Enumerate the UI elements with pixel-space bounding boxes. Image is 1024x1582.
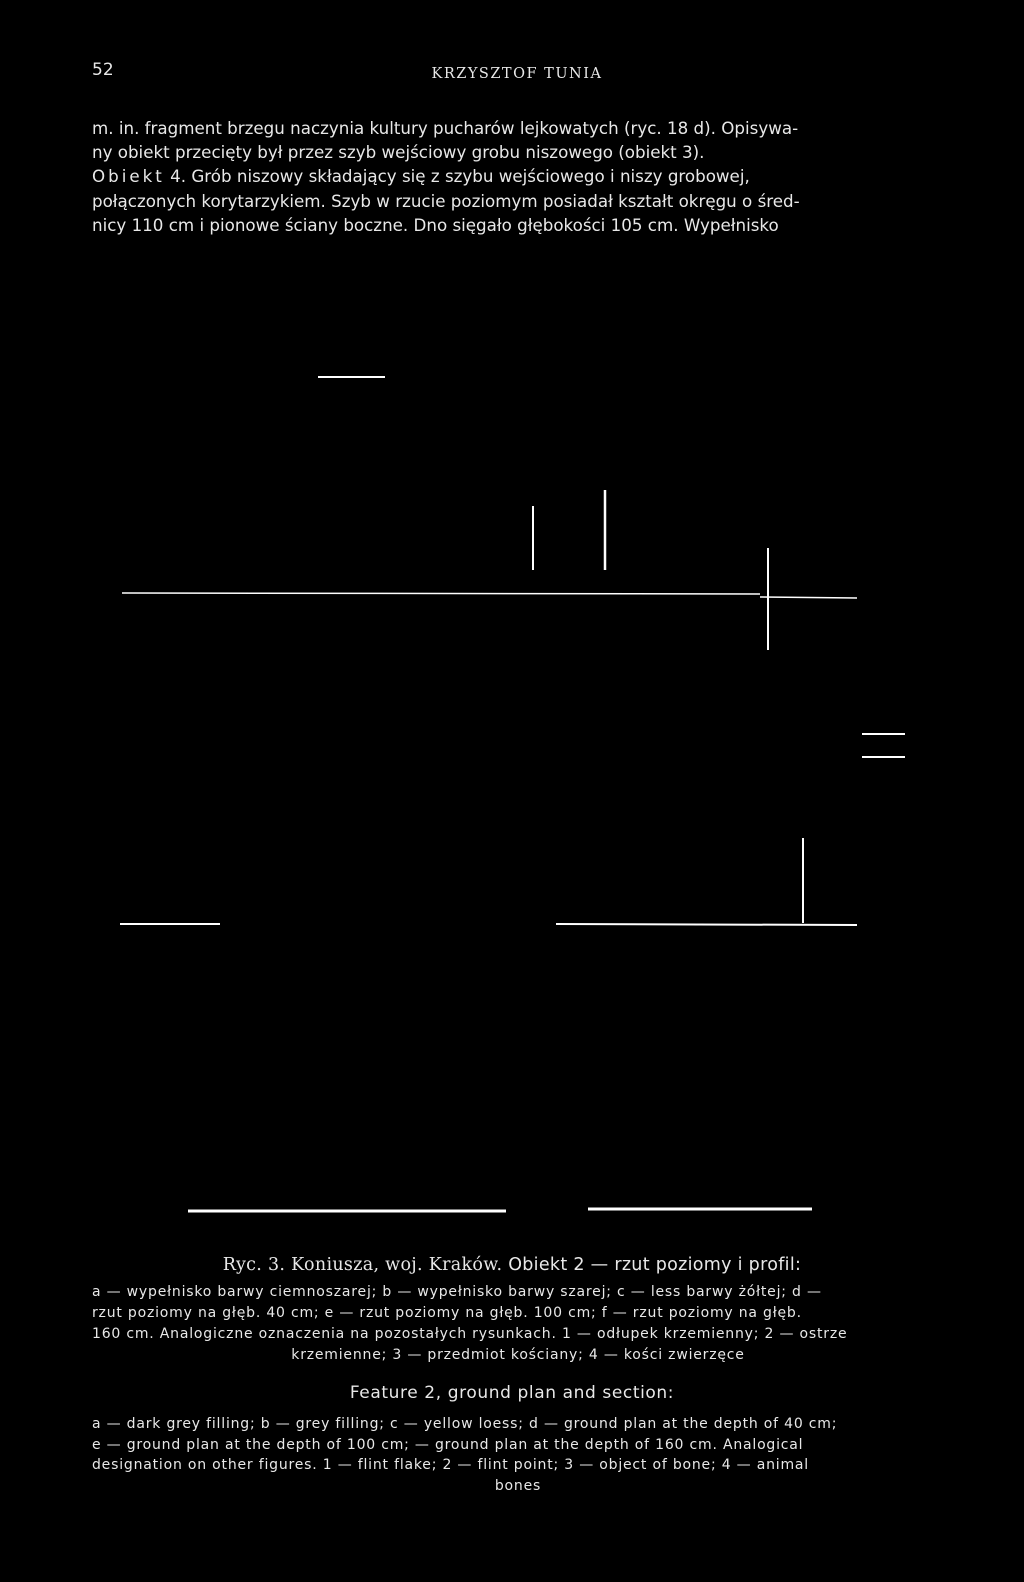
page-number: 52 bbox=[92, 60, 114, 80]
running-head: KRZYSZTOF TUNIA bbox=[431, 66, 603, 82]
figure-line-horizontal-upper bbox=[122, 593, 760, 594]
body-line-3-text: 4. Grób niszowy składający się z szybu wejściowego i niszy grobowej, bbox=[164, 166, 750, 187]
figure-caption-english-title: Feature 2, ground plan and section: bbox=[349, 1383, 675, 1403]
figure-caption-title bbox=[0, 1255, 1024, 1275]
figure-caption-label: Ryc. 3. Koniusza, woj. Kraków. bbox=[222, 1255, 503, 1275]
figure-line-horizontal-lower-right bbox=[556, 924, 857, 925]
body-line-2: ny obiekt przecięty był przez szyb wejściowy grobu niszowego (obiekt 3). bbox=[92, 142, 705, 163]
caption-en-line-4: bones bbox=[494, 1477, 542, 1494]
caption-en-line-2: e — ground plan at the depth of 100 cm; — ground plan at the depth of 160 cm. Analogical bbox=[92, 1436, 804, 1453]
body-line-4: połączonych korytarzykiem. Szyb w rzucie poziomym posiadał kształt okręgu o śred- bbox=[92, 190, 800, 211]
caption-pl-line-2: rzut poziomy na głęb. 40 cm; e — rzut poziomy na głęb. 100 cm; f — rzut poziomy na głęb. bbox=[92, 1305, 802, 1321]
feature-label: Obiekt bbox=[92, 166, 165, 187]
body-line-5: nicy 110 cm i pionowe ściany boczne. Dno sięgało głębokości 105 cm. Wypełnisko bbox=[92, 214, 779, 235]
caption-en-line-3: designation on other figures. 1 — flint flake; 2 — flint point; 3 — object of bone; 4 — animal bbox=[92, 1457, 809, 1473]
figure-line-horizontal-upper-right bbox=[760, 597, 857, 598]
caption-pl-line-4: krzemienne; 3 — przedmiot kościany; 4 — kości zwierzęce bbox=[291, 1347, 745, 1363]
figure-caption-english bbox=[92, 1414, 944, 1496]
figure-caption-polish bbox=[92, 1282, 944, 1366]
caption-en-line-1: a — dark grey filling; b — grey filling; c — yellow loess; d — ground plan at the depth of 40 cm; bbox=[92, 1416, 838, 1432]
caption-pl-line-1: a — wypełnisko barwy ciemnoszarej; b — wypełnisko barwy szarej; c — less barwy żółtej; d — bbox=[92, 1284, 822, 1300]
figure-caption-title-text: Obiekt 2 — rzut poziomy i profil: bbox=[502, 1255, 802, 1275]
body-line-1: m. in. fragment brzegu naczynia kultury pucharów lejkowatych (ryc. 18 d). Opisywa- bbox=[92, 118, 799, 138]
caption-pl-line-3: 160 cm. Analogiczne oznaczenia na pozostałych rysunkach. 1 — odłupek krzemienny; 2 — ostrze bbox=[92, 1326, 848, 1342]
